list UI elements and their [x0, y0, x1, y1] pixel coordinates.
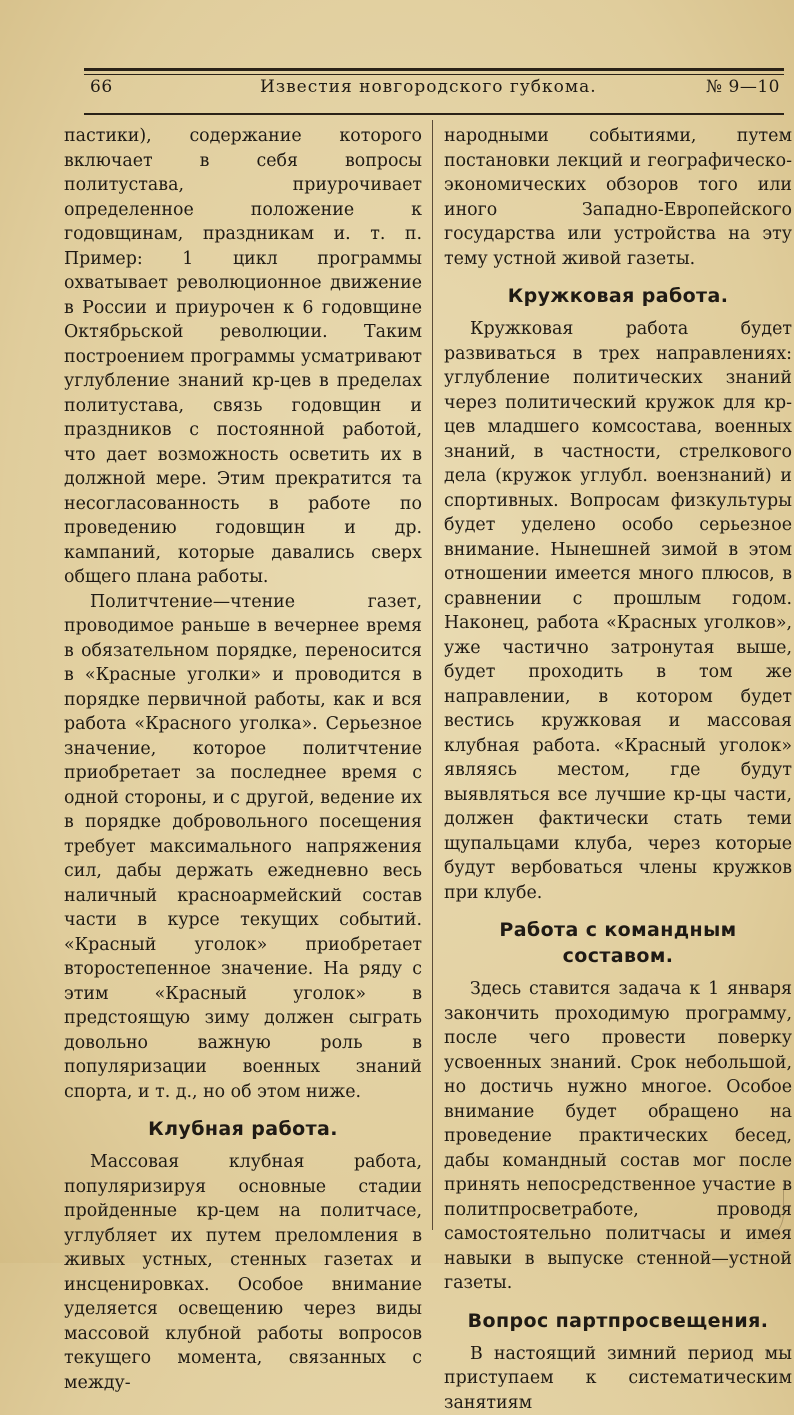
paragraph: пастики), содержание которого включает в себя вопросы политустава, приурочивает определенное положение к годовщинам, праздникам и. т. п. Пример: 1 цикл программы охватывает революционное движение в России и приурочен к 6 годовщине Октябрьской революции. Таким построением программы усматривают углубление знаний кр-цев в пределах политустава, связь годовщин и праздников с постоянной работой, что дает возможность осветить их в должной мере. Этим прекратится та несогласованность в работе по проведению годовщин и др. кампаний, которые давались сверх общего плана работы. — [64, 124, 422, 590]
paragraph: Кружковая работа будет развиваться в трех направлениях: углубление политических знаний через политический кружок для кр-цев младшего комсостава, военных знаний, в частности, стрелкового дела (кружок углубл. воензнаний) и спортивных. Вопросам физкультуры будет уделено особо серьезное внимание. Нынешней зимой в этом отношении имеется много плюсов, в сравнении с прошлым годом. Наконец, работа «Красных уголков», уже частично затронутая выше, будет проходить в том же направлении, в котором будет вестись кружковая и массовая клубная работа. «Красный уголок» являясь местом, где будут выявляться все лучшие кр-цы части, должен фактически стать теми щупальцами клуба, через которые будут вербоваться члены кружков при клубе. — [444, 317, 792, 905]
issue-number: № 9—10 — [706, 77, 780, 97]
paragraph: Здесь ставится задача к 1 января закончить проходимую программу, после чего провести поверку усвоенных знаний. Срок небольшой, но достичь нужно многое. Особое внимание будет обращено на проведение практических бесед, дабы командный состав мог после принять непосредственное участие в политпросветработе, проводя самостоятельно политчасы и имея навыки в выпуске стенной—устной газеты. — [444, 977, 792, 1296]
paragraph: В настоящий зимний период мы приступаем к систематическим занятиям — [444, 1342, 792, 1415]
top-rule-thin — [84, 74, 784, 75]
section-heading-circle-work: Кружковая работа. — [444, 283, 792, 309]
page-number: 66 — [90, 77, 113, 97]
section-heading-command-staff: Работа с командным составом. — [444, 917, 792, 969]
running-header — [90, 77, 780, 103]
journal-title: Известия новгородского губкома. — [260, 77, 597, 97]
header-rule — [84, 113, 784, 115]
paragraph: Массовая клубная работа, популяризируя основные стадии пройденные кр-цем на политчасе, углубляет их путем преломления в живых устных, стенных газетах и инсценировках. Особое внимание уделяется освещению через виды массовой клубной работы вопросов текущего момента, связанных с между- — [64, 1150, 422, 1395]
right-column — [444, 124, 792, 1415]
section-heading-club-work: Клубная работа. — [64, 1116, 422, 1142]
left-column — [64, 124, 422, 1395]
section-heading-party-education: Вопрос партпросвещения. — [444, 1308, 792, 1334]
paragraph: народными событиями, путем постановки лекций и географическо-экономических обзоров того или иного Западно-Европейского государства или устройства на эту тему устной живой газеты. — [444, 124, 792, 271]
top-rule — [84, 68, 784, 71]
column-divider — [432, 120, 433, 1230]
paragraph: Политчтение—чтение газет, проводимое раньше в вечернее время в обязательном порядке, переносится в «Красные уголки» и проводится в порядке первичной работы, как и вся работа «Красного уголка». Серьезное значение, которое политчтение приобретает за последнее время с одной стороны, и с другой, ведение их в порядке добровольного посещения требует максимального напряжения сил, дабы держать ежедневно весь наличный красноармейский состав части в курсе текущих событий. «Красный уголок» приобретает второстепенное значение. На ряду с этим «Красный уголок» в предстоящую зиму должен сыграть довольно важную роль в популяризации военных знаний спорта, и т. д., но об этом ниже. — [64, 590, 422, 1105]
